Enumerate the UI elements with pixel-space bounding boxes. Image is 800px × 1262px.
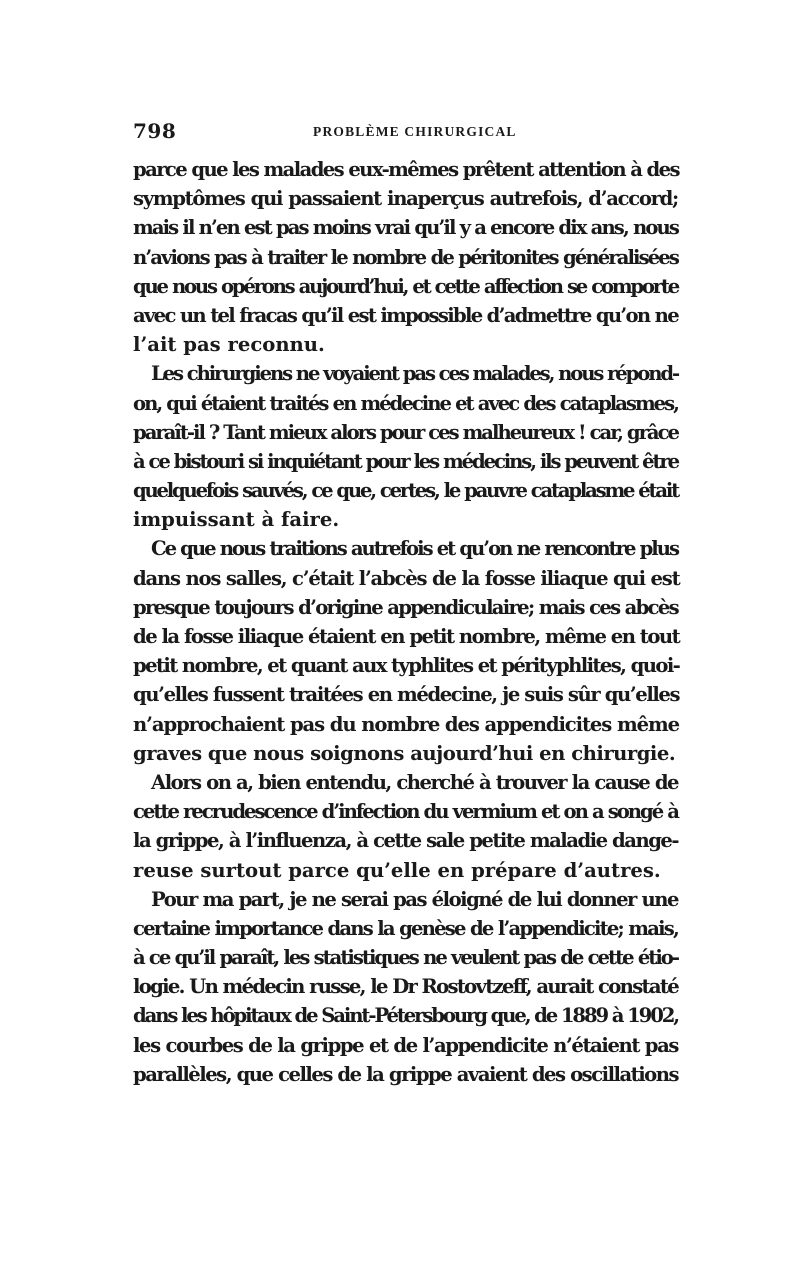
text-line: n’approchaient pas du nombre des appendicites même	[133, 712, 679, 736]
text-line: impuissant à faire.	[133, 508, 340, 532]
text-line: l’ait pas reconnu.	[133, 333, 325, 357]
text-line: qu’elles fussent traitées en médecine, je suis sûr qu’elles	[133, 683, 680, 707]
body-text	[133, 155, 678, 1089]
text-line: dans les hôpitaux de Saint-Pétersbourg que, de 1889 à 1902,	[133, 1004, 678, 1028]
text-line: on, qui étaient traités en médecine et avec des cataplasmes,	[133, 391, 678, 415]
text-line: Ce que nous traitions autrefois et qu’on ne rencontre plus	[151, 537, 678, 561]
text-line: Pour ma part, je ne serai pas éloigné de lui donner une	[151, 887, 678, 911]
text-line: à ce bistouri si inquiétant pour les médecins, ils peuvent être	[133, 449, 678, 473]
text-line: symptômes qui passaient inaperçus autrefois, d’accord;	[133, 187, 678, 211]
text-line: quelquefois sauvés, ce que, certes, le pauvre cataplasme était	[133, 479, 678, 503]
text-line: mais il n’en est pas moins vrai qu’il y a encore dix ans, nous	[133, 216, 678, 240]
text-line: Les chirurgiens ne voyaient pas ces malades, nous répond-	[151, 362, 678, 386]
text-line: la grippe, à l’influenza, à cette sale petite maladie dange-	[133, 829, 678, 853]
text-line: certaine importance dans la genèse de l’appendicite; mais,	[133, 916, 678, 940]
page-number: 798	[133, 119, 177, 143]
running-title: PROBLÈME CHIRURGICAL	[313, 124, 517, 139]
text-line: à ce qu’il paraît, les statistiques ne veulent pas de cette étio-	[133, 946, 678, 970]
text-line: de la fosse iliaque étaient en petit nombre, même en tout	[133, 625, 680, 648]
text-line: logie. Un médecin russe, le Dr Rostovtzeff, aurait constaté	[133, 975, 678, 999]
text-line: reuse surtout parce qu’elle en prépare d’autres.	[133, 858, 661, 882]
text-line: petit nombre, et quant aux typhlites et pérityphlites, quoi-	[133, 654, 680, 678]
text-line: parallèles, que celles de la grippe avaient des oscillations	[133, 1062, 678, 1086]
text-line: graves que nous soignons aujourd’hui en chirurgie.	[133, 741, 676, 765]
text-line: avec un tel fracas qu’il est impossible d’admettre qu’on ne	[133, 303, 678, 327]
text-line: que nous opérons aujourd’hui, et cette affection se comporte	[133, 274, 678, 298]
text-line: paraît-il ? Tant mieux alors pour ces malheureux ! car, grâce	[133, 420, 678, 444]
text-line: parce que les malades eux-mêmes prêtent attention à des	[133, 158, 679, 181]
text-line: dans nos salles, c’était l’abcès de la fosse iliaque qui est	[133, 566, 680, 590]
text-line: presque toujours d’origine appendiculaire; mais ces abcès	[133, 595, 678, 619]
text-line: n’avions pas à traiter le nombre de péritonites généralisées	[133, 245, 678, 269]
text-line: les courbes de la grippe et de l’appendicite n’étaient pas	[133, 1033, 678, 1057]
text-line: cette recrudescence d’infection du vermium et on a songé à	[133, 800, 678, 824]
text-line: Alors on a, bien entendu, cherché à trouver la cause de	[151, 770, 678, 794]
running-head	[133, 119, 678, 143]
